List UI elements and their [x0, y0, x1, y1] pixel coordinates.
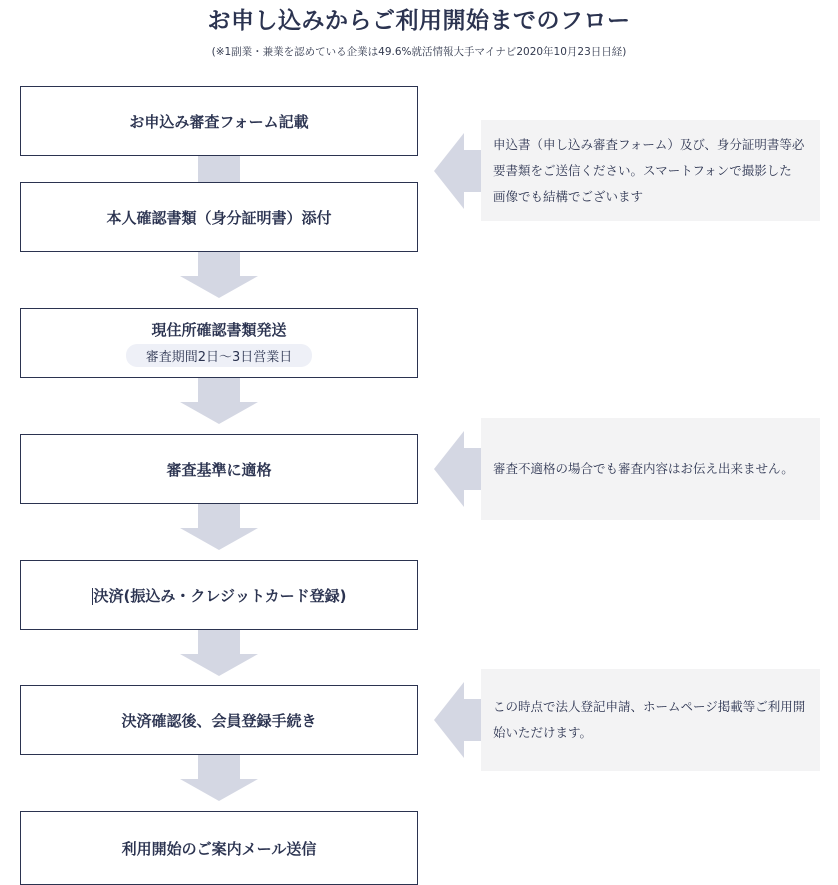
left-arrow-icon	[434, 682, 464, 758]
down-arrow-icon	[180, 654, 258, 676]
down-arrow-stem	[198, 755, 240, 780]
step-label: 現住所確認書類発送	[151, 321, 287, 339]
step-label: お申込み審査フォーム記載	[129, 112, 309, 131]
down-arrow-icon	[180, 402, 258, 424]
flow-step-screening-pass	[20, 434, 418, 504]
down-arrow-icon	[180, 779, 258, 801]
note-screening-result	[481, 418, 820, 520]
flow-step-welcome-email	[20, 811, 418, 885]
flow-step-address-document	[20, 308, 418, 378]
note-text: この時点で法人登記申請、ホームページ掲載等ご利用開始いただけます。	[493, 699, 806, 740]
down-arrow-stem	[198, 630, 240, 655]
flow-step-application-form	[20, 86, 418, 156]
left-arrow-icon	[434, 431, 464, 507]
left-arrow-stem	[464, 699, 482, 741]
note-text: 審査不適格の場合でも審査内容はお伝え出来ません。	[493, 461, 794, 476]
flow-step-member-registration	[20, 685, 418, 755]
down-arrow-stem	[198, 252, 240, 277]
step-label-text: 決済(振込み・クレジットカード登録)	[93, 586, 347, 605]
page-title: お申し込みからご利用開始までのフロー	[207, 8, 631, 34]
flow-connector	[198, 156, 240, 183]
page-subtitle: (※1副業・兼業を認めている企業は49.6%就活情報大手マイナビ2020年10月23日日経)	[211, 46, 627, 58]
left-arrow-stem	[464, 150, 482, 192]
step-label	[92, 585, 347, 606]
note-text: 申込書（申し込み審査フォーム）及び、身分証明書等必要書類をご送信ください。スマートフォンで撮影した 画像でも結構でございます	[493, 136, 805, 204]
step-label: 決済確認後、会員登録手続き	[121, 711, 317, 730]
text-cursor	[92, 588, 93, 605]
note-service-start	[481, 669, 820, 771]
down-arrow-icon	[180, 528, 258, 550]
down-arrow-icon	[180, 276, 258, 298]
down-arrow-stem	[198, 504, 240, 529]
note-required-documents	[481, 120, 820, 221]
down-arrow-stem	[198, 378, 240, 403]
flow-step-id-document	[20, 182, 418, 252]
left-arrow-stem	[464, 448, 482, 490]
left-arrow-icon	[434, 133, 464, 209]
step-label: 本人確認書類（身分証明書）添付	[106, 208, 332, 227]
step-label: 審査基準に適格	[166, 460, 272, 479]
flow-step-payment	[20, 560, 418, 630]
step-label: 利用開始のご案内メール送信	[121, 839, 317, 858]
review-period-badge: 審査期間2日〜3日営業日	[126, 344, 313, 367]
